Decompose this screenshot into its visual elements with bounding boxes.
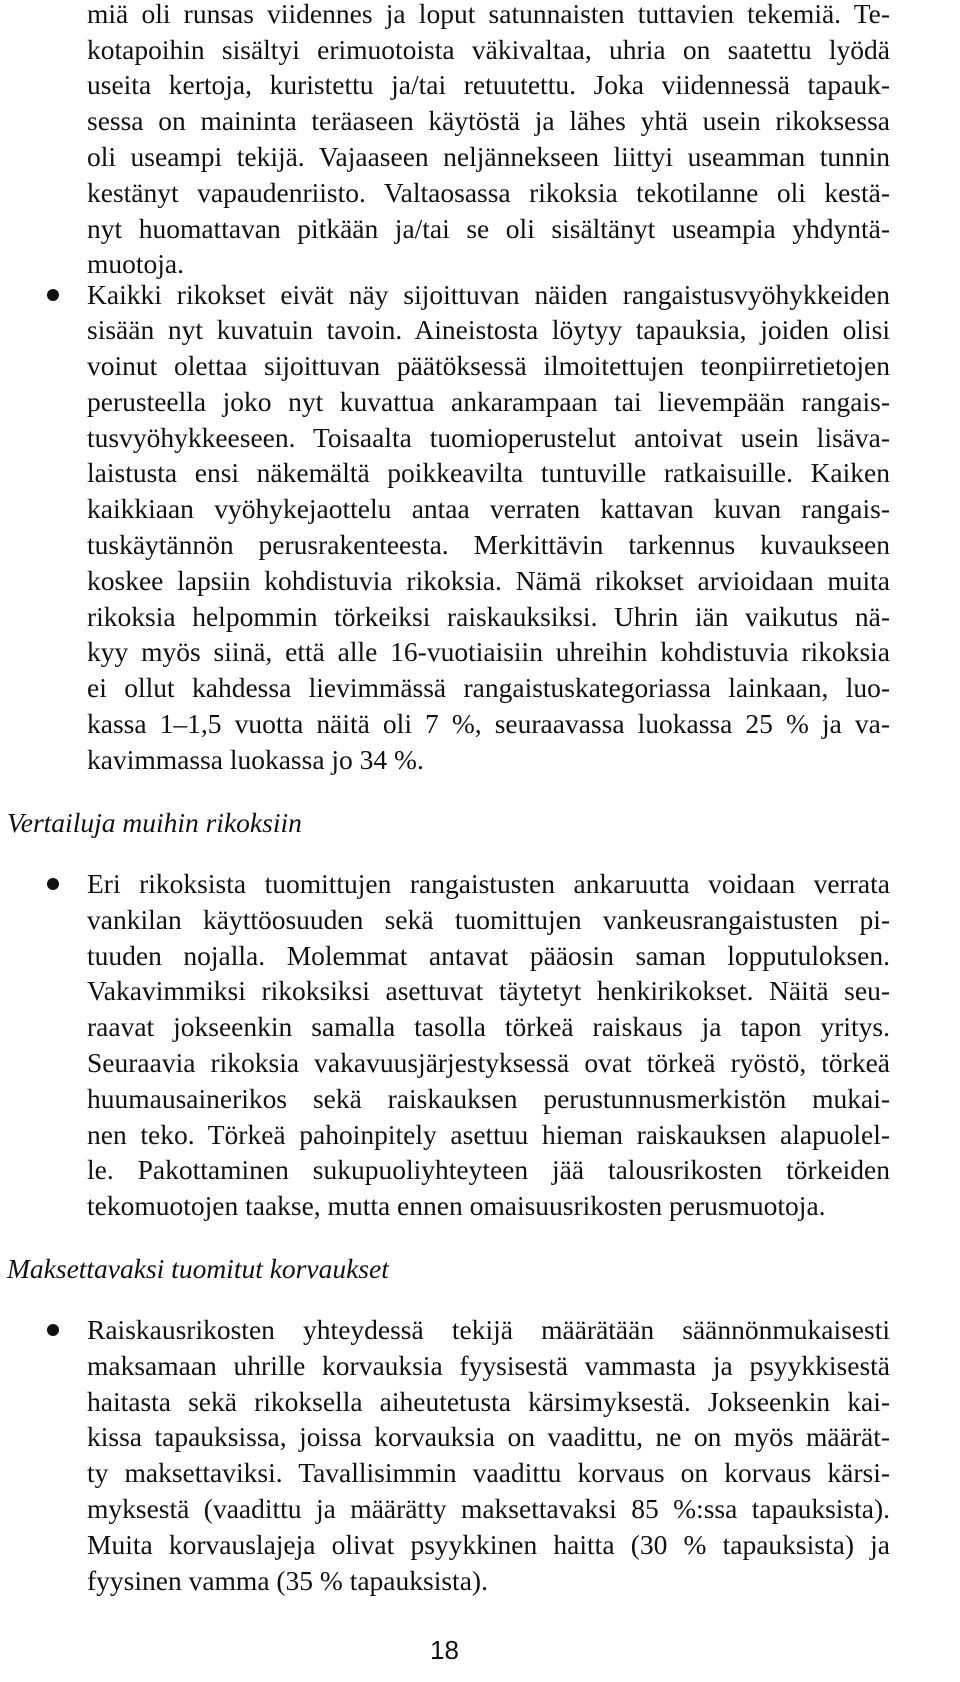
page-number: 18 (430, 1635, 459, 1665)
text-line: Seuraavia rikoksia vakavuusjärjestyksessä ovat törkeä ryöstö, törkeä (87, 1047, 890, 1078)
text-line: perusteella joko nyt kuvattua ankarampaan tai lievempään rangais- (87, 386, 890, 417)
text-line: tusvyöhykkeeseen. Toisaalta tuomioperustelut antoivat usein lisäva- (87, 422, 890, 453)
text-line: huumausainerikos sekä raiskauksen perustunnusmerkistön mukai- (87, 1083, 890, 1114)
text-line: kyy myös siinä, että alle 16-vuotiaisiin uhreihin kohdistuvia rikoksia (87, 636, 890, 667)
text-line: kaikkiaan vyöhykejaottelu antaa verraten kattavan kuvan rangais- (87, 493, 890, 524)
text-line: Kaikki rikokset eivät näy sijoittuvan näiden rangaistusvyöhykkeiden (87, 279, 890, 310)
text-line: nyt huomattavan pitkään ja/tai se oli sisältänyt useampia yhdyntä- (87, 213, 890, 244)
section-heading: Vertailuja muihin rikoksiin (7, 807, 302, 838)
text-line: kavimmassa luokassa jo 34 %. (87, 744, 424, 775)
text-line: myksestä (vaadittu ja määrätty maksettavaksi 85 %:ssa tapauksista). (87, 1493, 890, 1524)
text-line: Vakavimmiksi rikoksiksi asettuvat täytetyt henkirikokset. Näitä seu- (87, 975, 890, 1006)
text-line: tuskäytännön perusrakenteesta. Merkittävin tarkennus kuvaukseen (87, 529, 890, 560)
text-line: useita kertoja, kuristettu ja/tai retuutettu. Joka viidennessä tapauk- (87, 69, 890, 100)
bullet-icon (47, 1324, 59, 1336)
text-line: tuuden nojalla. Molemmat antavat pääosin saman lopputuloksen. (87, 940, 890, 971)
text-line: laistusta ensi näkemältä poikkeavilta tuntuville ratkaisuille. Kaiken (87, 457, 890, 488)
text-line: fyysinen vamma (35 % tapauksista). (87, 1565, 488, 1596)
text-line: haitasta sekä rikoksella aiheutetusta kärsimyksestä. Jokseenkin kai- (87, 1386, 890, 1417)
text-line: koskee lapsiin kohdistuvia rikoksia. Nämä rikokset arvioidaan muita (87, 565, 890, 596)
text-line: ty maksettaviksi. Tavallisimmin vaadittu korvaus on korvaus kärsi- (87, 1457, 890, 1488)
text-line: kotapoihin sisältyi erimuotoista väkivaltaa, uhria on saatettu lyödä (87, 34, 890, 65)
text-line: sessa on maininta teräaseen käytöstä ja lähes yhtä usein rikoksessa (87, 105, 890, 136)
text-line: oli useampi tekijä. Vajaaseen neljännekseen liittyi useamman tunnin (87, 141, 890, 172)
text-line: rikoksia helpommin törkeiksi raiskauksiksi. Uhrin iän vaikutus nä- (87, 601, 890, 632)
text-line: raavat jokseenkin samalla tasolla törkeä raiskaus ja tapon yritys. (87, 1011, 890, 1042)
text-line: ei ollut kahdessa lievimmässä rangaistuskategoriassa lainkaan, luo- (87, 672, 890, 703)
text-line: kassa 1–1,5 vuotta näitä oli 7 %, seuraavassa luokassa 25 % ja va- (87, 708, 890, 739)
text-line: nen teko. Törkeä pahoinpitely asettuu hieman raiskauksen alapuolel- (87, 1119, 890, 1150)
text-line: le. Pakottaminen sukupuoliyhteyteen jää talousrikosten törkeiden (87, 1154, 890, 1185)
text-line: kissa tapauksissa, joissa korvauksia on vaadittu, ne on myös määrät- (87, 1421, 890, 1452)
text-line: kestänyt vapaudenriisto. Valtaosassa rikoksia tekotilanne oli kestä- (87, 177, 890, 208)
text-line: sisään nyt kuvatuin tavoin. Aineistosta löytyy tapauksia, joiden olisi (87, 314, 890, 345)
text-line: tekomuotojen taakse, mutta ennen omaisuusrikosten perusmuotoja. (87, 1190, 826, 1221)
text-line: muotoja. (87, 248, 185, 279)
text-line: miä oli runsas viidennes ja loput satunnaisten tuttavien tekemiä. Te- (87, 0, 890, 29)
text-line: maksamaan uhrille korvauksia fyysisestä vammasta ja psyykkisestä (87, 1350, 890, 1381)
bullet-icon (47, 878, 59, 890)
text-line: Raiskausrikosten yhteydessä tekijä määrätään säännönmukaisesti (87, 1314, 890, 1345)
text-line: Muita korvauslajeja olivat psyykkinen haitta (30 % tapauksista) ja (87, 1529, 890, 1560)
bullet-icon (47, 289, 59, 301)
text-line: voinut olettaa sijoittuvan päätöksessä ilmoitettujen teonpiirretietojen (87, 350, 890, 381)
text-line: vankilan käyttöosuuden sekä tuomittujen vankeusrangaistusten pi- (87, 904, 890, 935)
text-line: Eri rikoksista tuomittujen rangaistusten ankaruutta voidaan verrata (87, 868, 890, 899)
section-heading: Maksettavaksi tuomitut korvaukset (7, 1253, 389, 1284)
